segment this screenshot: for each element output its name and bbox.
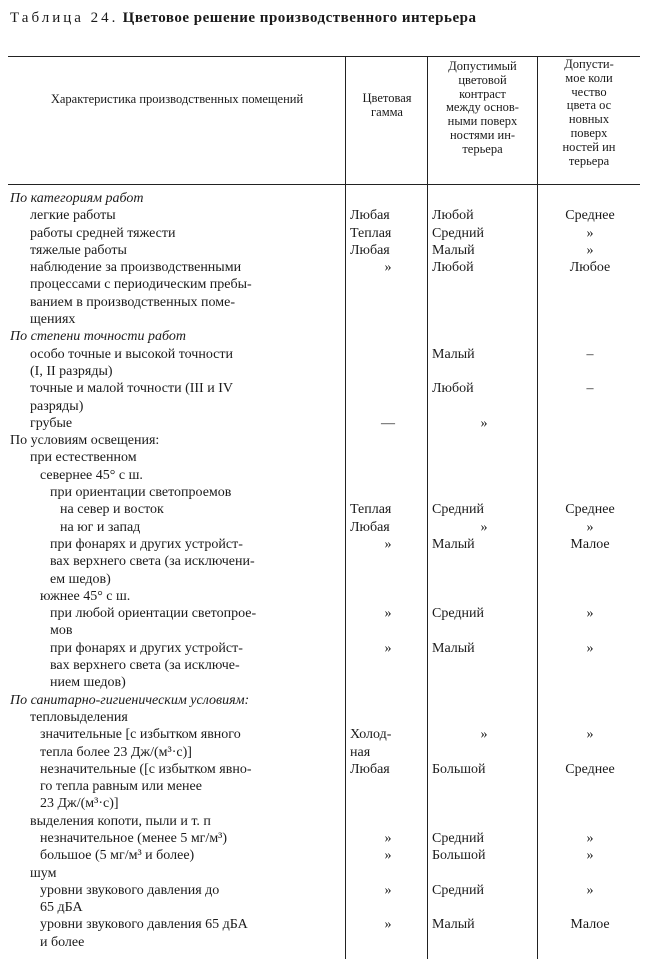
table-row (0, 207, 645, 224)
header-color-gamut (347, 92, 427, 120)
table-row (0, 484, 645, 501)
cell-color-count: Малое (570, 917, 610, 933)
cell-characteristic: выделения копоти, пыли и т. п (30, 813, 211, 829)
cell-characteristic: тепловыделения (30, 709, 128, 725)
cell-characteristic: уровни звукового давления 65 дБА (40, 917, 248, 933)
cell-characteristic: и более (40, 934, 85, 950)
header-col4-line: мое коли (565, 70, 613, 85)
cell-characteristic: мов (50, 623, 73, 639)
cell-contrast: Большой (432, 848, 486, 864)
header-col4-line: чество (571, 84, 607, 99)
cell-characteristic: уровни звукового давления до (40, 882, 220, 898)
cell-color-gamut: » (384, 830, 392, 846)
table-row (0, 865, 645, 882)
table-row (0, 363, 645, 380)
table-row (0, 899, 645, 916)
cell-contrast: Большой (432, 761, 486, 777)
cell-characteristic: при естественном (30, 450, 137, 466)
table-row (0, 190, 645, 207)
cell-characteristic: 65 дБА (40, 900, 83, 916)
table-row (0, 588, 645, 605)
table-row (0, 830, 645, 847)
cell-characteristic: при ориентации светопроемов (50, 485, 232, 501)
cell-characteristic: вах верхнего света (за исключе- (50, 658, 240, 674)
cell-characteristic: незначительные ([с избытком явно- (40, 761, 252, 777)
cell-contrast: Малый (432, 536, 475, 552)
cell-characteristic: значительные [с избытком явного (40, 727, 241, 743)
cell-characteristic: тяжелые работы (30, 242, 127, 258)
cell-color-gamut: Любая (350, 519, 390, 535)
header-col2-line: Цветовая (362, 91, 412, 105)
table-row (0, 449, 645, 466)
cell-color-gamut: Любая (350, 208, 390, 224)
cell-color-count: Среднее (565, 502, 615, 518)
cell-characteristic: го тепла равным или менее (40, 779, 202, 795)
cell-contrast: » (480, 727, 488, 743)
header-col4-line: Допусти- (564, 57, 614, 71)
cell-color-count: » (586, 242, 594, 258)
cell-contrast: Средний (432, 830, 484, 846)
header-col4-line: цвета ос (566, 98, 612, 113)
cell-characteristic: ем шедов) (50, 571, 111, 587)
cell-characteristic: шум (30, 865, 57, 881)
table-row (0, 328, 645, 345)
cell-contrast: » (480, 519, 488, 535)
cell-contrast: Малый (432, 346, 475, 362)
header-col4-line: ностей ин (562, 139, 616, 154)
cell-characteristic: процессами с периодическим пребы- (30, 277, 252, 293)
cell-characteristic: на север и восток (60, 502, 164, 518)
header-col3-line: Допустимый (448, 59, 517, 73)
cell-color-gamut: Теплая (350, 502, 392, 518)
cell-characteristic: По санитарно-гигиеническим условиям: (10, 692, 250, 708)
table-row (0, 536, 645, 553)
cell-color-gamut: — (381, 415, 395, 431)
cell-contrast: Любой (432, 260, 474, 276)
cell-color-gamut: » (384, 536, 392, 552)
cell-characteristic: наблюдение за производственными (30, 260, 242, 276)
header-col4-line: поверх (570, 125, 608, 140)
table-row (0, 709, 645, 726)
table-row (0, 276, 645, 293)
header-col3-line: ностями ин- (449, 127, 516, 142)
cell-characteristic: разряды) (30, 398, 84, 414)
header-bottom-rule (8, 184, 640, 185)
cell-characteristic: тепла более 23 Дж/(м³·с)] (40, 744, 192, 760)
cell-color-count: Среднее (565, 761, 615, 777)
table-row (0, 571, 645, 588)
table-row (0, 813, 645, 830)
table-row (0, 761, 645, 778)
table-row (0, 553, 645, 570)
cell-color-count: » (586, 640, 594, 656)
header-col3-line: терьера (462, 141, 503, 156)
header-color-count (538, 58, 640, 168)
cell-contrast: Малый (432, 640, 475, 656)
cell-contrast: Малый (432, 917, 475, 933)
cell-contrast: Любой (432, 208, 474, 224)
cell-characteristic: По условиям освещения: (10, 433, 160, 449)
cell-color-gamut: » (384, 848, 392, 864)
cell-contrast: Любой (432, 381, 474, 397)
cell-characteristic: ванием в производственных поме- (30, 294, 235, 310)
cell-color-gamut: » (384, 606, 392, 622)
header-col3-line: цветовой (458, 72, 507, 87)
table-row (0, 778, 645, 795)
cell-characteristic: легкие работы (30, 208, 116, 224)
cell-characteristic: (I, II разряды) (30, 363, 113, 379)
cell-color-gamut: Любая (350, 242, 390, 258)
cell-contrast: » (480, 415, 488, 431)
table-row (0, 294, 645, 311)
table-row (0, 622, 645, 639)
table-top-rule (8, 56, 640, 57)
cell-contrast: Средний (432, 225, 484, 241)
header-col2-line: гамма (371, 104, 403, 119)
cell-color-count: – (586, 381, 594, 397)
header-col3-line: ными поверх (447, 114, 518, 129)
table-row (0, 432, 645, 449)
cell-characteristic: По степени точности работ (10, 329, 186, 345)
table-caption: Цветовое решение производственного интерьера (122, 10, 477, 26)
cell-characteristic: при фонарях и других устройст- (50, 640, 243, 656)
cell-color-gamut: Любая (350, 761, 390, 777)
table-row (0, 674, 645, 691)
table-row (0, 225, 645, 242)
table-row (0, 795, 645, 812)
cell-characteristic: щениях (30, 312, 76, 328)
table-row (0, 657, 645, 674)
table-row (0, 380, 645, 397)
cell-characteristic: грубые (30, 415, 73, 431)
cell-color-count: Малое (570, 536, 610, 552)
table-row (0, 744, 645, 761)
header-col4-line: новных (568, 112, 610, 127)
table-body (0, 190, 645, 951)
cell-color-gamut: » (384, 917, 392, 933)
cell-color-count: » (586, 606, 594, 622)
cell-color-gamut: Холод- (350, 727, 392, 743)
cell-color-gamut: » (384, 260, 392, 276)
table-row (0, 467, 645, 484)
cell-contrast: Средний (432, 882, 484, 898)
cell-characteristic: вах верхнего света (за исключени- (50, 554, 255, 570)
header-characteristic (10, 93, 344, 107)
table-row (0, 847, 645, 864)
cell-characteristic: при фонарях и других устройст- (50, 536, 243, 552)
cell-color-count: » (586, 225, 594, 241)
table-row (0, 726, 645, 743)
cell-color-count: » (586, 882, 594, 898)
cell-color-count: » (586, 727, 594, 743)
table-row (0, 916, 645, 933)
cell-characteristic: 23 Дж/(м³·с)] (40, 796, 119, 812)
table-row (0, 605, 645, 622)
cell-color-gamut: Теплая (350, 225, 392, 241)
table-row (0, 398, 645, 415)
cell-contrast: Средний (432, 606, 484, 622)
cell-characteristic: большое (5 мг/м³ и более) (40, 848, 195, 864)
cell-characteristic: работы средней тяжести (30, 225, 176, 241)
table-row (0, 519, 645, 536)
table-row (0, 242, 645, 259)
cell-characteristic: незначительное (менее 5 мг/м³) (40, 830, 228, 846)
cell-color-gamut: ная (350, 744, 371, 760)
table-row (0, 934, 645, 951)
header-col3-line: между основ- (446, 100, 519, 115)
header-contrast (428, 60, 537, 157)
table-row (0, 640, 645, 657)
cell-characteristic: нием шедов) (50, 675, 126, 691)
header-col3-line: контраст (459, 86, 506, 101)
cell-characteristic: при любой ориентации светопрое- (50, 606, 257, 622)
cell-characteristic: По категориям работ (10, 191, 144, 206)
table-row (0, 259, 645, 276)
table-row (0, 415, 645, 432)
cell-characteristic: точные и малой точности (III и IV (30, 381, 233, 397)
cell-color-count: » (586, 519, 594, 535)
table-row (0, 311, 645, 328)
cell-contrast: Средний (432, 502, 484, 518)
table-title (10, 10, 640, 27)
cell-color-count: » (586, 848, 594, 864)
cell-contrast: Малый (432, 242, 475, 258)
cell-color-count: » (586, 830, 594, 846)
cell-color-count: Любое (569, 260, 611, 276)
cell-characteristic: особо точные и высокой точности (30, 346, 233, 362)
table-number: Таблица 24. (10, 10, 119, 26)
cell-color-gamut: » (384, 882, 392, 898)
table-row (0, 346, 645, 363)
table-row (0, 501, 645, 518)
cell-characteristic: на юг и запад (60, 519, 141, 535)
header-characteristic-text: Характеристика производственных помещений (50, 92, 304, 106)
cell-color-count: – (586, 346, 594, 362)
cell-color-gamut: » (384, 640, 392, 656)
cell-characteristic: южнее 45° с ш. (40, 588, 131, 604)
cell-color-count: Среднее (565, 208, 615, 224)
table-row (0, 692, 645, 709)
table-row (0, 882, 645, 899)
cell-characteristic: севернее 45° с ш. (40, 467, 143, 483)
header-col4-line: терьера (568, 153, 610, 168)
